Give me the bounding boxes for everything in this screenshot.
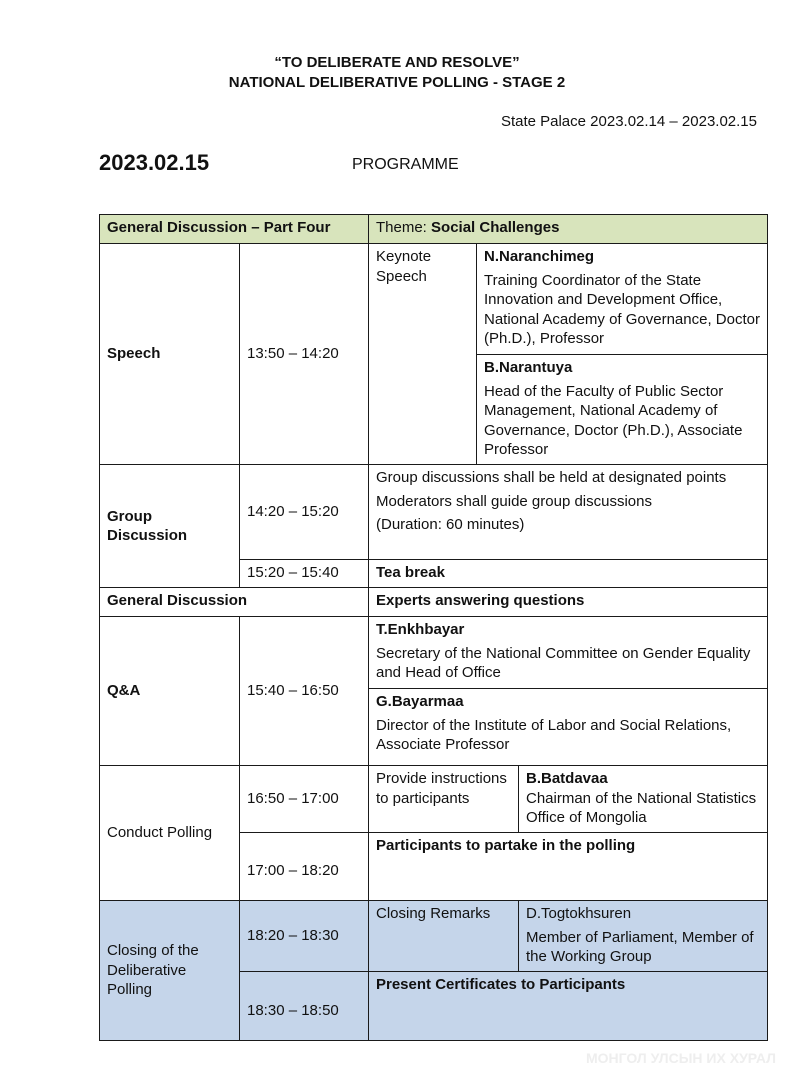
expert-name: G.Bayarmaa bbox=[376, 693, 464, 710]
speaker-role: Head of the Faculty of Public Sector Management, National Academy of Governance, Doctor (Ph.D.), Associate Professor bbox=[484, 382, 743, 458]
expert-role: Director of the Institute of Labor and Social Relations, Associate Professor bbox=[376, 716, 732, 753]
tea-break: Tea break bbox=[369, 560, 768, 588]
general-label: General Discussion bbox=[100, 588, 369, 617]
expert-name: T.Enkhbayar bbox=[376, 621, 465, 638]
group-line: Group discussions shall be held at designated points bbox=[376, 469, 727, 486]
table-row bbox=[100, 617, 768, 689]
closing-speaker-name: D.Togtokhsuren bbox=[526, 905, 632, 922]
table-row bbox=[100, 588, 768, 617]
speaker-role: Training Coordinator of the State Innovation and Development Office, National Academy of Governance, Doctor (Ph.D.), Professor bbox=[484, 271, 760, 347]
venue-dates: State Palace 2023.02.14 – 2023.02.15 bbox=[500, 113, 757, 130]
table-row bbox=[100, 244, 768, 355]
expert-cell bbox=[369, 617, 768, 689]
document-subtitle: NATIONAL DELIBERATIVE POLLING - STAGE 2 bbox=[228, 74, 566, 91]
table-row bbox=[100, 901, 768, 972]
closing-time: 18:20 – 18:30 bbox=[240, 901, 369, 972]
qa-label: Q&A bbox=[100, 617, 240, 766]
group-line: Moderators shall guide group discussions bbox=[376, 492, 652, 510]
polling-speaker-name: B.Batdavaa bbox=[526, 770, 608, 787]
polling-time: 17:00 – 18:20 bbox=[240, 833, 369, 901]
closing-time: 18:30 – 18:50 bbox=[240, 972, 369, 1041]
closing-remarks: Closing Remarks bbox=[369, 901, 519, 972]
general-value: Experts answering questions bbox=[369, 588, 768, 617]
programme-table bbox=[99, 214, 768, 1041]
speaker-name: B.Narantuya bbox=[484, 359, 573, 376]
expert-role: Secretary of the National Committee on Gender Equality and Head of Office bbox=[376, 644, 751, 681]
programme-date: 2023.02.15 bbox=[99, 150, 210, 175]
table-row bbox=[100, 465, 768, 560]
closing-speaker-cell bbox=[519, 901, 768, 972]
group-details bbox=[369, 465, 768, 560]
speech-label: Speech bbox=[100, 244, 240, 465]
theme-cell bbox=[369, 215, 768, 244]
programme-label: PROGRAMME bbox=[352, 156, 459, 173]
document-title: “TO DELIBERATE AND RESOLVE” bbox=[274, 54, 520, 71]
theme-value: Social Challenges bbox=[431, 219, 560, 236]
closing-speaker-role: Member of Parliament, Member of the Working Group bbox=[526, 928, 754, 965]
closing-certificates: Present Certificates to Participants bbox=[369, 972, 768, 1041]
speech-time: 13:50 – 14:20 bbox=[240, 244, 369, 465]
expert-cell bbox=[369, 689, 768, 766]
group-label: Group Discussion bbox=[100, 465, 240, 588]
speech-type: Keynote Speech bbox=[369, 244, 477, 465]
polling-speaker-role: Chairman of the National Statistics Office of Mongolia bbox=[526, 789, 757, 826]
polling-label: Conduct Polling bbox=[100, 766, 240, 901]
group-line: (Duration: 60 minutes) bbox=[376, 516, 525, 533]
polling-instructions: Provide instructions to participants bbox=[369, 766, 519, 833]
watermark: МОНГОЛ УЛСЫН ИХ ХУРАЛ bbox=[585, 1050, 776, 1066]
speaker-cell bbox=[477, 244, 768, 355]
polling-partake: Participants to partake in the polling bbox=[369, 833, 768, 901]
theme-prefix: Theme: bbox=[376, 219, 427, 236]
tea-time: 15:20 – 15:40 bbox=[240, 560, 369, 588]
group-time: 14:20 – 15:20 bbox=[240, 465, 369, 560]
speaker-cell bbox=[477, 355, 768, 465]
polling-speaker-cell bbox=[519, 766, 768, 833]
qa-time: 15:40 – 16:50 bbox=[240, 617, 369, 766]
closing-label: Closing of the Deliberative Polling bbox=[100, 901, 240, 1041]
part-label: General Discussion – Part Four bbox=[100, 215, 369, 244]
speaker-name: N.Naranchimeg bbox=[484, 248, 595, 265]
polling-time: 16:50 – 17:00 bbox=[240, 766, 369, 833]
table-row bbox=[100, 215, 768, 244]
table-row bbox=[100, 766, 768, 833]
